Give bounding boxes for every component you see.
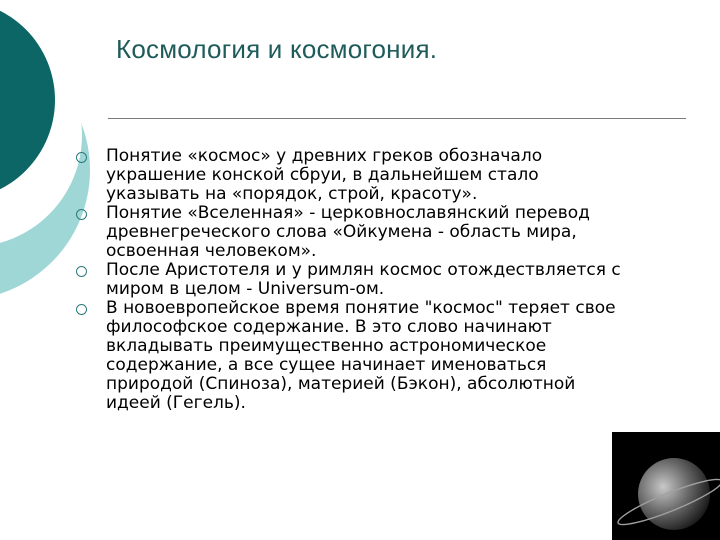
bullet-circle-icon [76, 152, 87, 163]
bullet-item [74, 260, 634, 298]
bullet-circle-icon [76, 304, 87, 315]
slide-title: Космология и космогония. [116, 34, 438, 64]
bullet-text: Понятие «Вселенная» - церковнославянский перевод древнегреческого слова «Ойкумена - область мира, освоенная человеком». [106, 203, 590, 261]
bullet-text: В новоевропейское время понятие "космос" теряет свое философское содержание. В это слово начинают вкладывать преимущественно астрономическое содержание, а все сущее начинает именоваться природой (Спиноза), материей (Бэкон), абсолютной идеей (Гегель). [106, 298, 616, 413]
planet-image [612, 432, 720, 540]
bullet-item [74, 203, 634, 260]
title-divider [108, 118, 686, 119]
bullet-list [74, 146, 634, 412]
bullet-circle-icon [76, 266, 87, 277]
bullet-circle-icon [76, 209, 87, 220]
bullet-item [74, 146, 634, 203]
bullet-text: Понятие «космос» у древних греков обозначало украшение конской сбруи, в дальнейшем стало указывать на «порядок, строй, красоту». [106, 146, 543, 204]
bullet-text: После Аристотеля и у римлян космос отождествляется с миром в целом - Universum-ом. [106, 260, 621, 299]
bullet-item [74, 298, 634, 412]
